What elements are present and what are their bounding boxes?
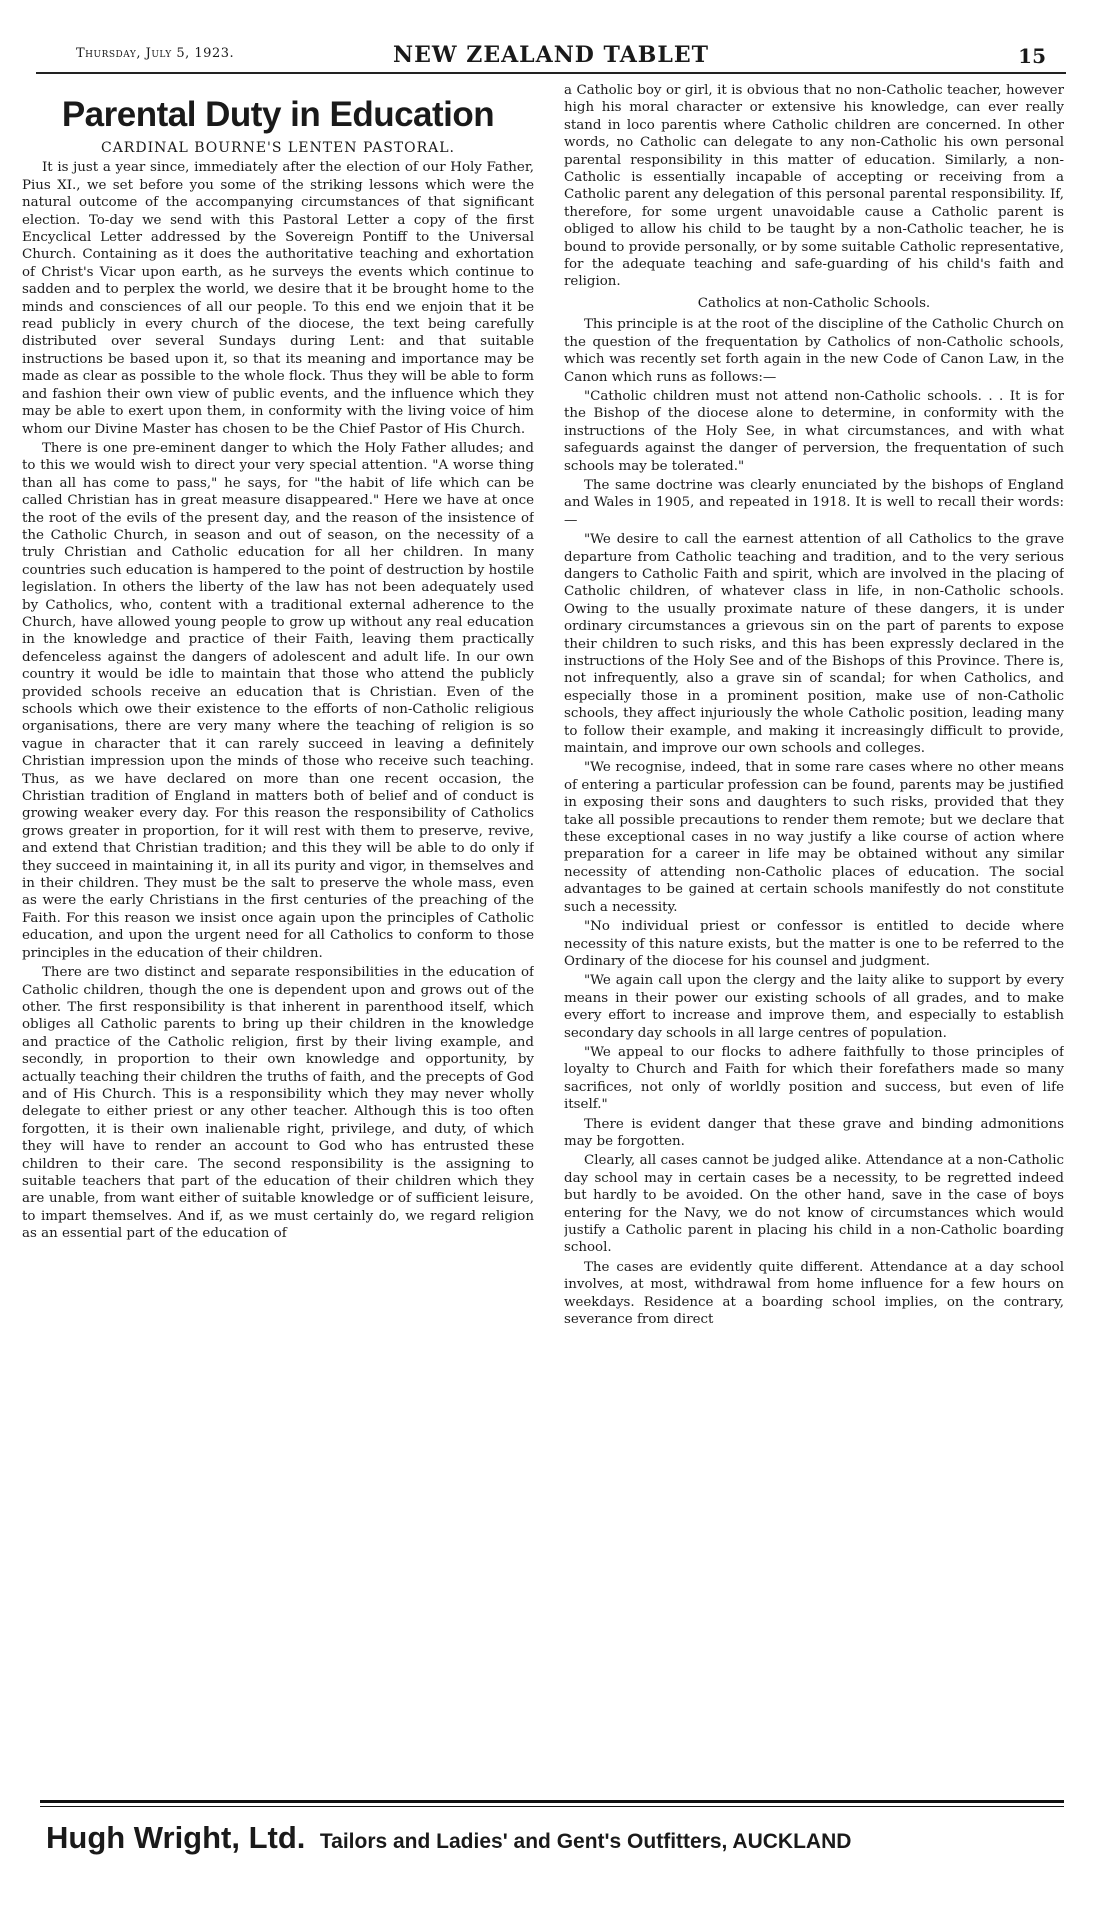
left-column bbox=[22, 82, 534, 1782]
publication-title: NEW ZEALAND TABLET bbox=[393, 42, 709, 68]
paragraph: "Catholic children must not attend non-Catholic schools. . . It is for the Bishop of the diocese alone to determine, in conformity with the instructions of the Holy See, in what circumstances, and with what safeguards against the danger of perversion, the frequentation of such schools may be tolerated." bbox=[564, 388, 1064, 474]
paragraph: There are two distinct and separate responsibilities in the education of Catholic children, though the one is dependent upon and grows out of the other. The first responsibility is that inherent in parenthood itself, which obliges all Catholic parents to bring up their children in the knowledge and practice of the Catholic religion, first by their living example, and secondly, in proportion to their own knowledge and opportunity, by actually teaching their children the truths of faith, and the precepts of God and of His Church. This is a responsibility which they may never wholly delegate to either priest or any other teacher. Although this is too often forgotten, it is their own inalienable right, privilege, and duty, of which they will have to render an account to God who has entrusted these children to their care. The second responsibility is the assigning to suitable teachers that part of the education of their children which they are unable, from want either of suitable knowledge or of sufficient leisure, to impart themselves. And if, as we must certainly do, we regard religion as an essential part of the education of bbox=[22, 965, 534, 1242]
page-number: 15 bbox=[1018, 44, 1046, 68]
article-subheading: CARDINAL BOURNE'S LENTEN PASTORAL. bbox=[100, 140, 456, 156]
masthead bbox=[36, 40, 1066, 74]
article-headline: Parental Duty in Education bbox=[61, 95, 495, 134]
footer-rule-thin bbox=[40, 1806, 1064, 1807]
paragraph: "We recognise, indeed, that in some rare cases where no other means of entering a particular profession can be found, parents may be justified in exposing their sons and daughters to such risks, provided that they take all possible precautions to render them remote; but we declare that these exceptional cases in no way justify a like course of action where preparation for a career in life may be obtained without any similar necessity of attending non-Catholic places of education. The social advantages to be gained at certain schools manifestly do not constitute such a necessity. bbox=[564, 760, 1064, 915]
paragraph: This principle is at the root of the discipline of the Catholic Church on the question of the frequentation by Catholics of non-Catholic schools, which was recently set forth again in the new Code of Canon Law, in the Canon which runs as follows:— bbox=[564, 317, 1064, 385]
advertisement-banner bbox=[46, 1820, 1066, 1868]
paragraph: "No individual priest or confessor is entitled to decide where necessity of this nature exists, but the matter is one to be referred to the Ordinary of the diocese for his counsel and judgment. bbox=[564, 919, 1064, 969]
paragraph: "We appeal to our flocks to adhere faithfully to those principles of loyalty to Church and Faith for which their forefathers made so many sacrifices, not only of worldly position and success, but even of life itself." bbox=[564, 1044, 1064, 1113]
section-heading: Catholics at non-Catholic Schools. bbox=[697, 295, 931, 311]
paragraph: "We desire to call the earnest attention of all Catholics to the grave departure from Catholic teaching and tradition, and to the very serious dangers to Catholic Faith and spirit, which are involved in the placing of Catholic children, of whatever class in life, in non-Catholic schools. Owing to the usually proximate nature of these dangers, it is under ordinary circumstances a grievous sin on the part of parents to expose their children to such risks, and this has been expressly declared in the instructions of the Holy See and of the Bishops of this Province. There is, not infrequently, also a grave sin of scandal; for when Catholics, and especially those in a prominent position, make use of non-Catholic schools, they affect injuriously the whole Catholic position, leading many to follow their example, and making it increasingly difficult to provide, maintain, and improve our own schools and colleges. bbox=[564, 532, 1064, 757]
paragraph: There is evident danger that these grave and binding admonitions may be forgotten. bbox=[564, 1116, 1064, 1149]
paragraph: "We again call upon the clergy and the laity alike to support by every means in their power our existing schools of all grades, and to make every effort to increase and improve them, and especially to establish secondary day schools in all large centres of population. bbox=[564, 973, 1064, 1041]
paragraph: The same doctrine was clearly enunciated by the bishops of England and Wales in 1905, and repeated in 1918. It is well to recall their words:— bbox=[564, 477, 1064, 528]
right-column bbox=[564, 82, 1064, 1782]
paragraph: Clearly, all cases cannot be judged alike. Attendance at a non-Catholic day school may in certain cases be a necessity, to be regretted indeed but hardly to be avoided. On the other hand, save in the case of boys entering for the Navy, we do not know of circumstances which would justify a Catholic parent in placing his child in a non-Catholic boarding school. bbox=[564, 1153, 1064, 1256]
footer-rule bbox=[40, 1800, 1064, 1803]
paragraph: The cases are evidently quite different. Attendance at a day school involves, at most, withdrawal from home influence for a few hours on weekdays. Residence at a boarding school implies, on the contrary, severance from direct bbox=[564, 1259, 1064, 1328]
paragraph: It is just a year since, immediately after the election of our Holy Father, Pius XI., we set before you some of the striking lessons which were the natural outcome of the accompanying circumstances of that significant election. To-day we send with this Pastoral Letter a copy of the first Encyclical Letter addressed by the Sovereign Pontiff to the Universal Church. Containing as it does the authoritative teaching and exhortation of Christ's Vicar upon earth, as he surveys the events which continue to sadden and to perplex the world, we desire that it be brought home to the minds and consciences of all our people. To this end we enjoin that it be read publicly in every church of the diocese, the text being carefully distributed over several Sundays during Lent: and that suitable instructions be based upon it, so that its meaning and importance may be made as clear as possible to the whole flock. Thus they will be able to form and fashion their own view of public events, and the influence which they may be able to exert upon them, in conformity with the living voice of him whom our Divine Master has chosen to be the Chief Pastor of His Church. bbox=[22, 160, 534, 437]
paragraph-continued: a Catholic boy or girl, it is obvious that no non-Catholic teacher, however high his moral character or extensive his knowledge, can ever really stand in loco parentis where Catholic children are concerned. In other words, no Catholic can delegate to any non-Catholic his own personal parental responsibility in this matter of education. Similarly, a non-Catholic is essentially incapable of accepting or receiving from a Catholic parent any delegation of this personal parental responsibility. If, therefore, for some urgent unavoidable cause a Catholic parent is obliged to allow his child to be taught by a non-Catholic teacher, he is bound to provide personally, or by some suitable Catholic representative, for the adequate teaching and safe-guarding of his child's faith and religion. bbox=[564, 83, 1064, 290]
issue-date: Thursday, July 5, 1923. bbox=[76, 46, 235, 61]
advertiser-name: Hugh Wright, Ltd. bbox=[46, 1820, 306, 1855]
paragraph: There is one pre-eminent danger to which the Holy Father alludes; and to this we would wish to direct your very special attention. "A worse thing than all has come to pass," he says, for "the habit of life which can be called Christian has in great measure disappeared." Here we have at once the root of the evils of the present day, and the reason of the insistence of the Catholic Church, in season and out of season, on the necessity of a truly Christian and Catholic education for all her children. In many countries such education is hampered to the point of destruction by hostile legislation. In others the liberty of the law has not been adequately used by Catholics, who, content with a traditional external adherence to the Church, have allowed young people to grow up without any real education in the knowledge and practice of their Faith, leaving them practically defenceless against the dangers of adolescent and adult life. In our own country it would be idle to maintain that those who attend the publicly provided schools receive an education that is Christian. Even of the schools which owe their existence to the efforts of non-Catholic religious organisations, there are very many where the teaching of religion is so vague in character that it can rarely succeed in leaving a definitely Christian impression upon the minds of those who receive such teaching. Thus, as we have declared on more than one recent occasion, the Christian tradition of England in matters both of belief and of conduct is growing weaker every day. For this reason the responsibility of Catholics grows greater in proportion, for it will rest with them to preserve, revive, and extend that Christian tradition; and this they will be able to do only if they succeed in maintaining it, in all its purity and vigor, in themselves and in their children. They must be the salt to preserve the whole mass, even as were the early Christians in the first centuries of the preaching of the Faith. For this reason we insist once again upon the principles of Catholic education, and upon the urgent need for all Catholics to conform to those principles in the education of their children. bbox=[22, 440, 534, 961]
advertiser-description: Tailors and Ladies' and Gent's Outfitters, AUCKLAND bbox=[319, 1830, 852, 1853]
